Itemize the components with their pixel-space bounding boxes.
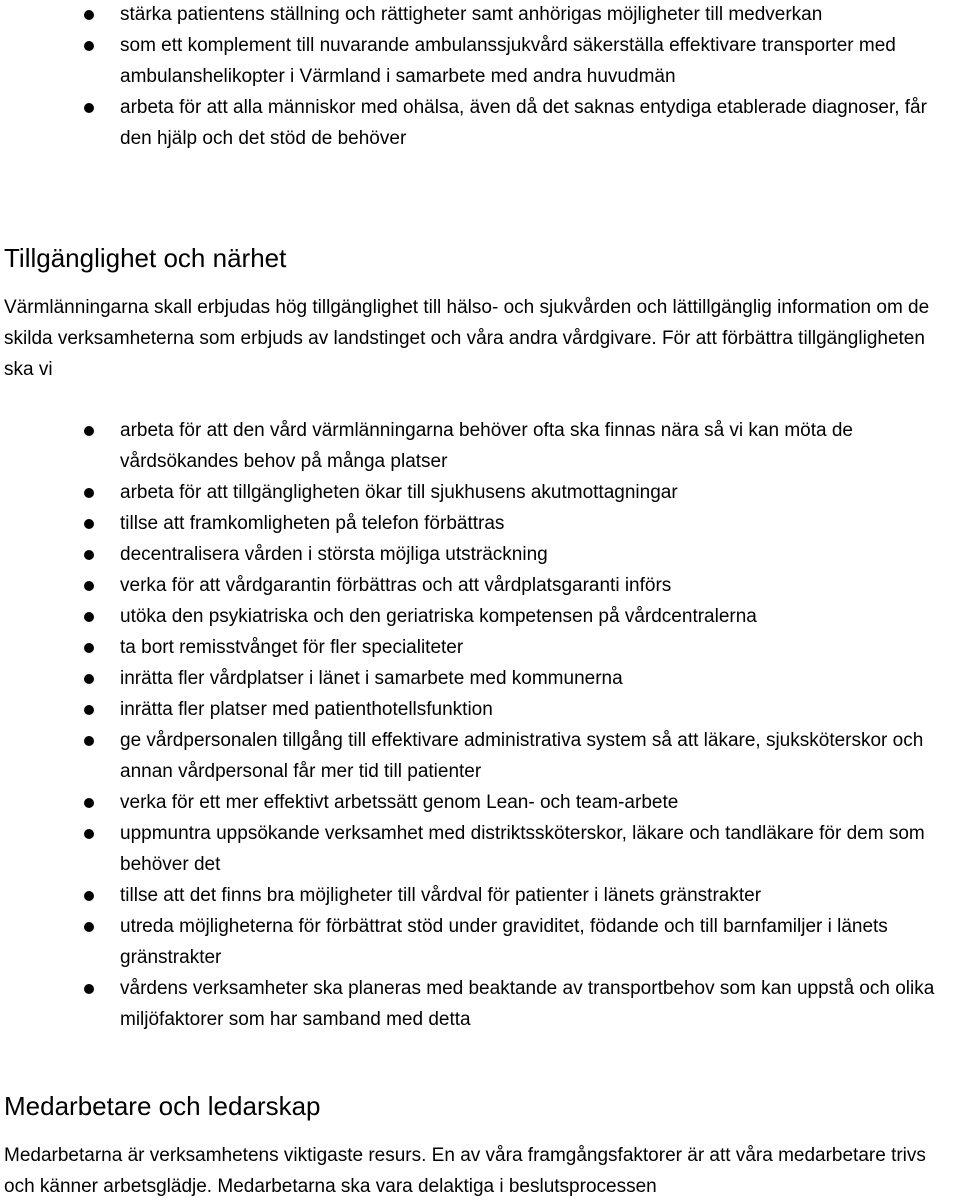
bullet-icon <box>84 612 94 622</box>
bullet-icon <box>84 519 94 529</box>
list-item-text: arbeta för att alla människor med ohälsa, även då det saknas entydiga etablerade diagnoser, får den hjälp och det stöd de behöver <box>120 97 927 149</box>
bullet-icon <box>84 10 94 20</box>
list-item <box>0 508 960 539</box>
bullet-icon <box>84 674 94 684</box>
list-item-text: ta bort remisstvånget för fler specialiteter <box>120 637 464 658</box>
bullet-icon <box>84 922 94 932</box>
list-item <box>0 973 960 1035</box>
list-item-text: verka för ett mer effektivt arbetssätt genom Lean- och team-arbete <box>120 792 679 813</box>
list-item <box>0 0 960 30</box>
list-item <box>0 539 960 570</box>
list-item <box>0 663 960 694</box>
bullet-icon <box>84 736 94 746</box>
access-bullet-list <box>0 415 960 1035</box>
bullet-icon <box>84 581 94 591</box>
list-item <box>0 694 960 725</box>
list-item-text: decentralisera vården i största möjliga utsträckning <box>120 544 548 565</box>
list-item-text: tillse att det finns bra möjligheter till vårdval för patienter i länets gränstrakter <box>120 885 762 906</box>
list-item-text: vårdens verksamheter ska planeras med beaktande av transportbehov som kan uppstå och olika miljöfaktorer som har samband med detta <box>120 978 935 1030</box>
bullet-icon <box>84 798 94 808</box>
list-item-text: ge vårdpersonalen tillgång till effektivare administrativa system så att läkare, sjuksköterskor och annan vårdpersonal får mer tid till patienter <box>120 730 924 782</box>
bullet-icon <box>84 643 94 653</box>
list-item <box>0 30 960 92</box>
section-heading-staff: Medarbetare och ledarskap <box>4 1091 321 1121</box>
list-item <box>0 725 960 787</box>
list-item-text: utreda möjligheterna för förbättrat stöd under graviditet, födande och till barnfamiljer i länets gränstrakter <box>120 916 888 968</box>
list-item-text: som ett komplement till nuvarande ambulanssjukvård säkerställa effektivare transporter med ambulanshelikopter i Värmland i samarbete med andra huvudmän <box>120 35 896 87</box>
list-item-text: stärka patientens ställning och rättigheter samt anhörigas möjligheter till medverkan <box>120 4 823 25</box>
list-item-text: uppmuntra uppsökande verksamhet med distriktssköterskor, läkare och tandläkare för dem som behöver det <box>120 823 925 875</box>
list-item <box>0 787 960 818</box>
section-paragraph-access: Värmlänningarna skall erbjudas hög tillgänglighet till hälso- och sjukvården och lättillgänglig information om de skilda verksamheterna som erbjuds av landstinget och våra andra vårdgivare. För att förbättra tillgängligheten ska vi <box>4 297 930 380</box>
bullet-icon <box>84 103 94 113</box>
section-heading-access: Tillgänglighet och närhet <box>4 243 287 273</box>
bullet-icon <box>84 891 94 901</box>
bullet-icon <box>84 705 94 715</box>
list-item-text: utöka den psykiatriska och den geriatriska kompetensen på vårdcentralerna <box>120 606 757 627</box>
list-item <box>0 601 960 632</box>
bullet-icon <box>84 41 94 51</box>
bullet-icon <box>84 550 94 560</box>
bullet-icon <box>84 984 94 994</box>
list-item <box>0 570 960 601</box>
list-item-text: inrätta fler vårdplatser i länet i samarbete med kommunerna <box>120 668 623 689</box>
list-item <box>0 818 960 880</box>
list-item-text: arbeta för att den vård värmlänningarna behöver ofta ska finnas nära så vi kan möta de vårdsökandes behov på många platser <box>120 420 853 472</box>
list-item-text: tillse att framkomligheten på telefon förbättras <box>120 513 505 534</box>
list-item-text: verka för att vårdgarantin förbättras och att vårdplatsgaranti införs <box>120 575 672 596</box>
section-paragraph-staff: Medarbetarna är verksamhetens viktigaste resurs. En av våra framgångsfaktorer är att våra medarbetare trivs och känner arbetsglädje. Medarbetarna ska vara delaktiga i beslutsprocessen <box>4 1145 926 1197</box>
list-item <box>0 92 960 154</box>
intro-bullet-list <box>0 0 960 154</box>
list-item-text: arbeta för att tillgängligheten ökar till sjukhusens akutmottagningar <box>120 482 678 503</box>
list-item <box>0 880 960 911</box>
bullet-icon <box>84 426 94 436</box>
list-item <box>0 632 960 663</box>
bullet-icon <box>84 829 94 839</box>
list-item-text: inrätta fler platser med patienthotellsfunktion <box>120 699 493 720</box>
list-item <box>0 477 960 508</box>
list-item <box>0 911 960 973</box>
bullet-icon <box>84 488 94 498</box>
list-item <box>0 415 960 477</box>
